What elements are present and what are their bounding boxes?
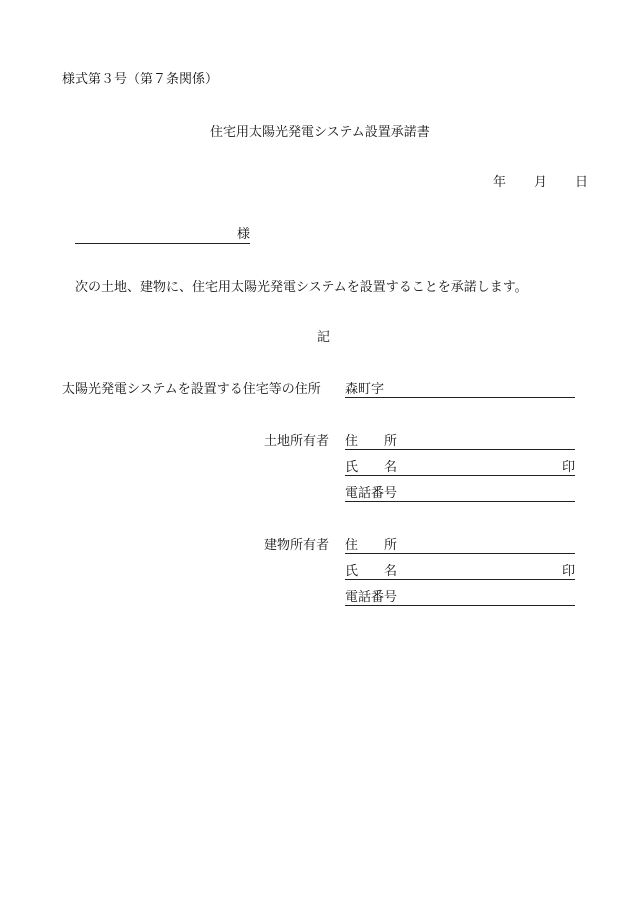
date-day-label: 日 xyxy=(575,175,589,190)
location-blank[interactable] xyxy=(345,397,575,398)
form-number: 様式第３号（第７条関係） xyxy=(62,72,219,87)
land-owner-name-char-1: 氏 xyxy=(345,460,359,475)
land-owner-heading: 土地所有者 xyxy=(264,434,330,449)
land-owner-phone-blank[interactable] xyxy=(345,501,575,502)
addressee-suffix: 様 xyxy=(237,227,251,242)
building-owner-phone-label: 電話番号 xyxy=(345,590,398,605)
building-owner-heading: 建物所有者 xyxy=(264,538,330,553)
consent-statement: 次の土地、建物に、住宅用太陽光発電システムを設置することを承諾します。 xyxy=(75,280,528,295)
building-owner-phone-blank[interactable] xyxy=(345,605,575,606)
land-owner-address-char-2: 所 xyxy=(384,434,398,449)
building-owner-name-blank[interactable] xyxy=(345,579,575,580)
location-label: 太陽光発電システムを設置する住宅等の住所 xyxy=(62,382,321,397)
addressee-name-blank[interactable] xyxy=(75,243,250,244)
document-title: 住宅用太陽光発電システム設置承諾書 xyxy=(210,125,430,140)
land-owner-name-label xyxy=(345,460,397,476)
building-owner-name-char-2: 名 xyxy=(384,564,398,579)
land-owner-phone-label: 電話番号 xyxy=(345,486,398,501)
location-value: 森町字 xyxy=(345,382,385,397)
land-owner-address-label xyxy=(345,434,397,450)
building-owner-seal-mark: 印 xyxy=(562,564,576,579)
building-owner-address-blank[interactable] xyxy=(345,553,575,554)
land-owner-address-char-1: 住 xyxy=(345,434,359,449)
ki-heading: 記 xyxy=(317,330,331,345)
building-owner-address-char-2: 所 xyxy=(384,538,398,553)
land-owner-name-char-2: 名 xyxy=(384,460,398,475)
land-owner-address-blank[interactable] xyxy=(345,449,575,450)
building-owner-address-char-1: 住 xyxy=(345,538,359,553)
building-owner-address-label xyxy=(345,538,397,554)
land-owner-name-blank[interactable] xyxy=(345,475,575,476)
date-year-label: 年 xyxy=(493,175,507,190)
date-month-label: 月 xyxy=(534,175,548,190)
land-owner-seal-mark: 印 xyxy=(562,460,576,475)
building-owner-name-char-1: 氏 xyxy=(345,564,359,579)
building-owner-name-label xyxy=(345,564,397,580)
